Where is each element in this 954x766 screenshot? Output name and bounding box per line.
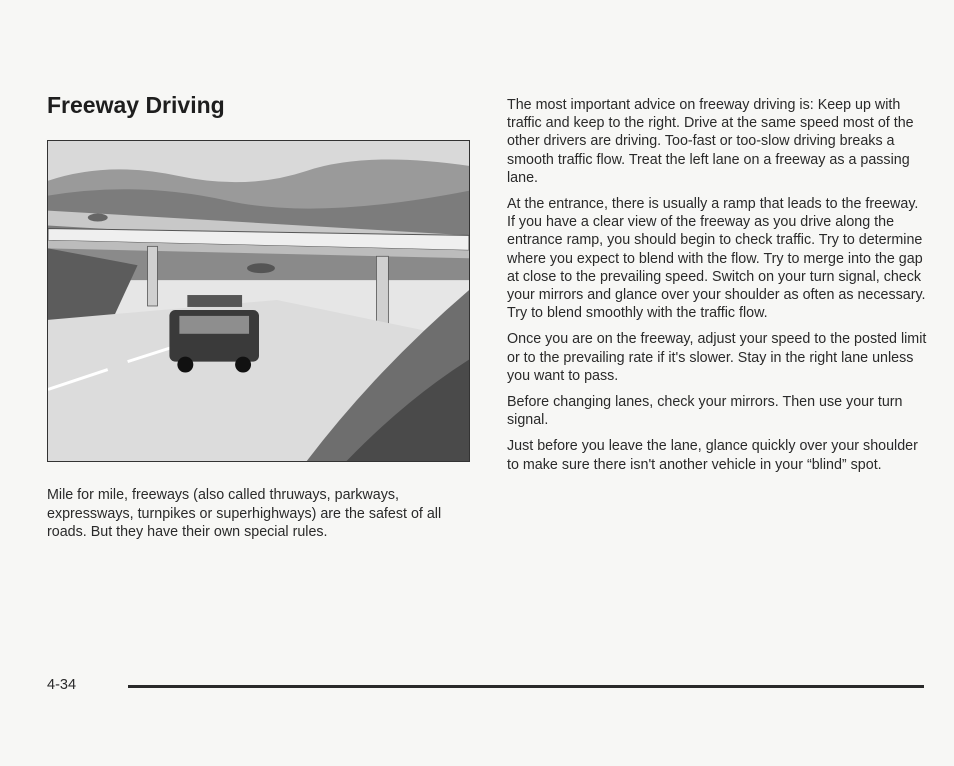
pillar-left xyxy=(148,246,158,306)
pillar-right xyxy=(376,256,388,326)
page-number: 4-34 xyxy=(47,677,77,693)
footer-rule xyxy=(128,685,924,688)
advice-paragraph-5: Just before you leave the lane, glance quickly over your shoulder to make sure there isn't another vehicle in your “blind” spot. xyxy=(507,438,918,473)
advice-column xyxy=(507,96,927,482)
intro-paragraph: Mile for mile, freeways (also called thruways, parkways, expressways, turnpikes or superhighways) are the safest of all roads. But they have their own special rules. xyxy=(47,487,442,540)
section-heading: Freeway Driving xyxy=(47,92,225,118)
distant-car-2 xyxy=(247,263,275,273)
advice-paragraph-1: The most important advice on freeway driving is: Keep up with traffic and keep to the right. Drive at the same speed most of the other drivers are driving. Too-fast or too-slow driving breaks a smooth traffic flow. Treat the left lane on a freeway as a passing lane. xyxy=(507,97,914,186)
freeway-illustration xyxy=(47,140,470,462)
advice-paragraph-4: Before changing lanes, check your mirrors. Then use your turn signal. xyxy=(507,394,903,429)
advice-paragraph-2: At the entrance, there is usually a ramp that leads to the freeway. If you have a clear view of the freeway as you drive along the entrance ramp, you should begin to check traffic. Try to determine where you expect to blend with the flow. Try to merge into the gap at close to the prevailing speed. Switch on your turn signal, check your mirrors and glance over your shoulder as often as necessary. Try to blend smoothly with the traffic flow. xyxy=(507,196,926,322)
freeway-drawing xyxy=(48,141,469,461)
advice-paragraph-3: Once you are on the freeway, adjust your speed to the posted limit or to the prevailing rate if it's slower. Stay in the right lane unless you want to pass. xyxy=(507,331,927,384)
distant-car-1 xyxy=(88,214,108,222)
